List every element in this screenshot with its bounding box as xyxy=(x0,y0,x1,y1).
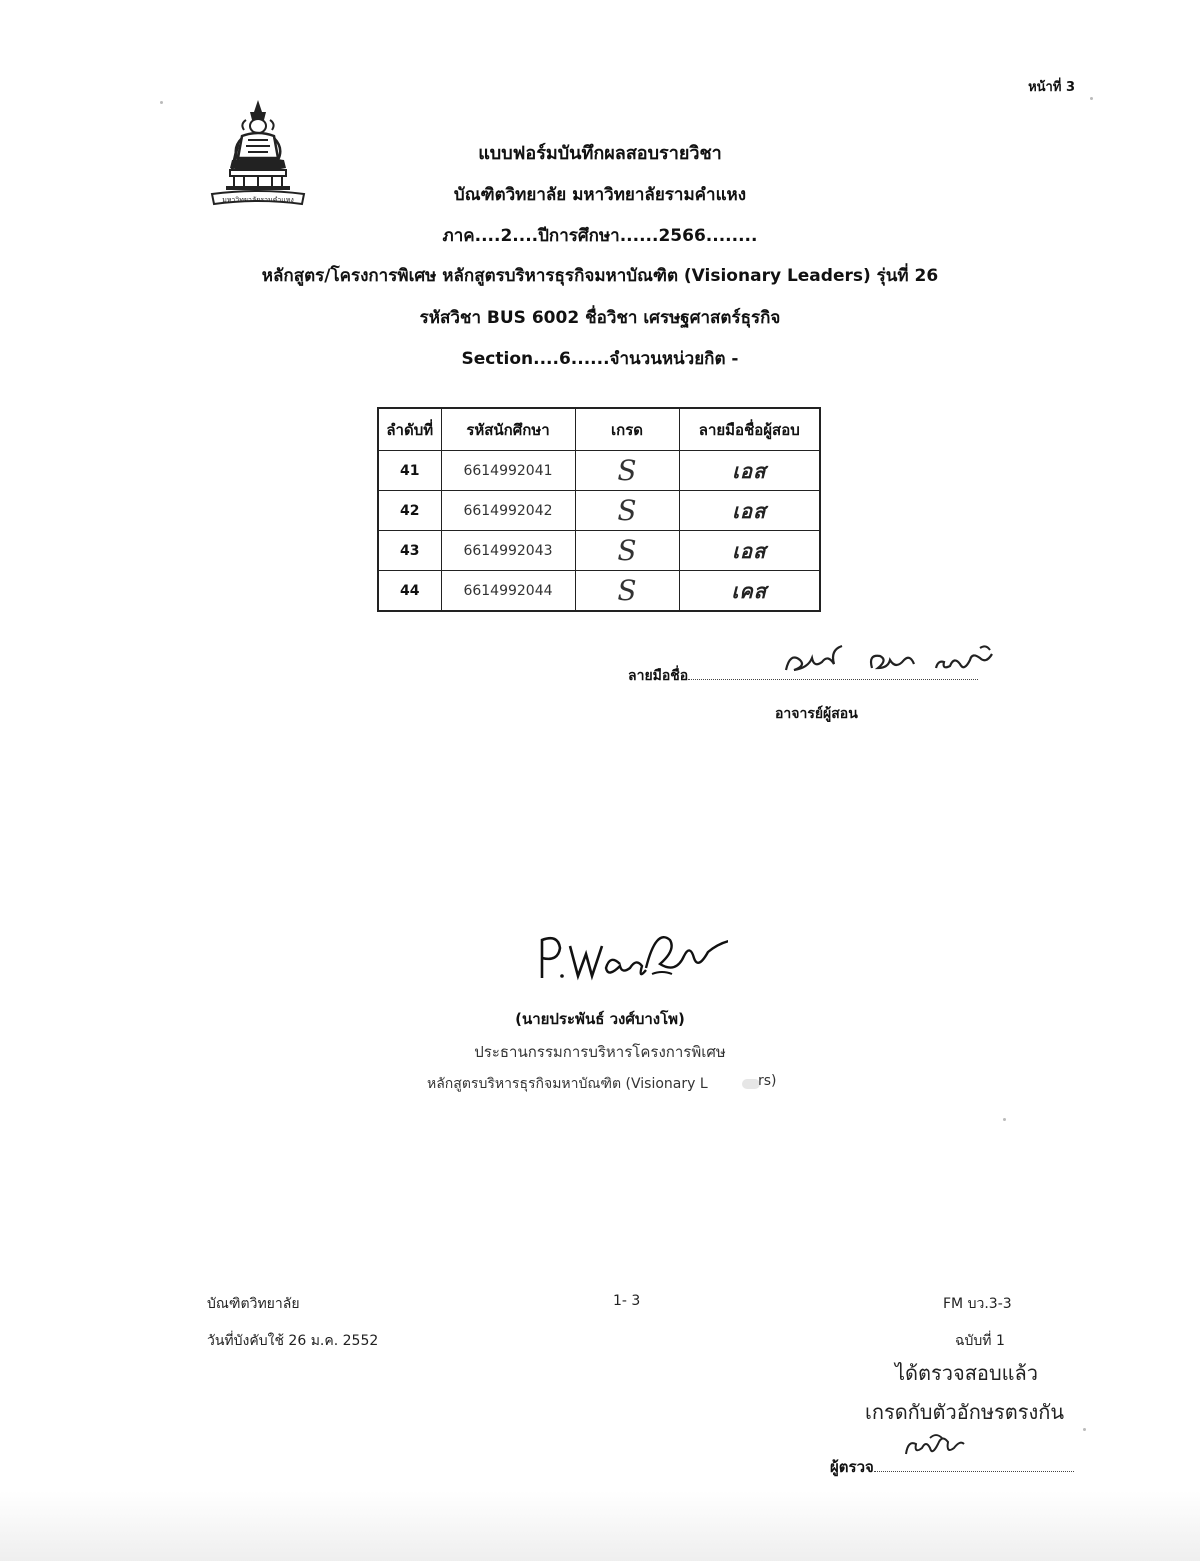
form-title: แบบฟอร์มบันทึกผลสอบรายวิชา xyxy=(478,143,722,164)
chair-handwritten-signature xyxy=(528,928,728,988)
scan-shadow xyxy=(0,1491,1200,1561)
student-signature: เคส xyxy=(679,571,820,612)
footer-department: บัณฑิตวิทยาลัย xyxy=(207,1296,300,1312)
column-header-signature: ลายมือชื่อผู้สอบ xyxy=(679,408,820,451)
grade-handwritten: S xyxy=(575,491,679,531)
table-row xyxy=(378,491,820,531)
signature-label: ลายมือชื่อ xyxy=(628,668,689,684)
footer-copy-number: ฉบับที่ 1 xyxy=(955,1333,1005,1349)
institution-name: บัณฑิตวิทยาลัย มหาวิทยาลัยรามคำแหง xyxy=(453,185,747,205)
column-header-no: ลำดับที่ xyxy=(378,408,441,451)
svg-text:มหาวิทยาลัยรามคำแหง: มหาวิทยาลัยรามคำแหง xyxy=(222,196,294,204)
chair-program: หลักสูตรบริหารธุรกิจมหาบัณฑิต (Visionary L xyxy=(427,1076,708,1092)
course-line: รหัสวิชา BUS 6002 ชื่อวิชา เศรษฐศาสตร์ธุรกิจ xyxy=(419,308,781,328)
grade-handwritten: S xyxy=(575,571,679,612)
student-signature: เอส xyxy=(679,531,820,571)
student-id: 6614992043 xyxy=(441,531,575,571)
student-id: 6614992044 xyxy=(441,571,575,612)
chair-name: (นายประพันธ์ วงศ์บางโพ) xyxy=(515,1010,685,1028)
grades-table xyxy=(377,407,821,612)
checker-initials xyxy=(900,1428,970,1462)
grade-handwritten: S xyxy=(575,451,679,491)
section-line: Section....6......จำนวนหน่วยกิต - xyxy=(461,349,739,369)
student-id: 6614992041 xyxy=(441,451,575,491)
chair-program-end: rs) xyxy=(758,1073,777,1089)
column-header-grade: เกรด xyxy=(575,408,679,451)
semester-line: ภาค....2....ปีการศึกษา......2566........ xyxy=(442,226,758,246)
table-row xyxy=(378,451,820,491)
table-row xyxy=(378,531,820,571)
grade-handwritten: S xyxy=(575,531,679,571)
table-header-row xyxy=(378,408,820,451)
instructor-role: อาจารย์ผู้สอน xyxy=(775,706,858,722)
table-row xyxy=(378,571,820,612)
column-header-student-id: รหัสนักศึกษา xyxy=(441,408,575,451)
student-signature: เอส xyxy=(679,491,820,531)
row-number: 44 xyxy=(378,571,441,612)
checker-label: ผู้ตรวจ xyxy=(830,1458,874,1476)
row-number: 42 xyxy=(378,491,441,531)
student-id: 6614992042 xyxy=(441,491,575,531)
stamp-verified: ได้ตรวจสอบแล้ว xyxy=(895,1361,1039,1385)
page-number: หน้าที่ 3 xyxy=(1028,80,1075,95)
student-signature: เอส xyxy=(679,451,820,491)
stamp-grade-match: เกรดกับตัวอักษรตรงกัน xyxy=(865,1400,1065,1424)
instructor-handwritten-signature xyxy=(780,640,1010,685)
program-line: หลักสูตร/โครงการพิเศษ หลักสูตรบริหารธุรกิจมหาบัณฑิต (Visionary Leaders) รุ่นที่ 26 xyxy=(261,266,939,286)
row-number: 41 xyxy=(378,451,441,491)
row-number: 43 xyxy=(378,531,441,571)
chair-role: ประธานกรรมการบริหารโครงการพิเศษ xyxy=(474,1043,726,1061)
footer-form-code: FM บว.3-3 xyxy=(943,1296,1012,1312)
footer-effective-date: วันที่บังคับใช้ 26 ม.ค. 2552 xyxy=(207,1333,379,1349)
footer-page: 1- 3 xyxy=(613,1293,641,1309)
